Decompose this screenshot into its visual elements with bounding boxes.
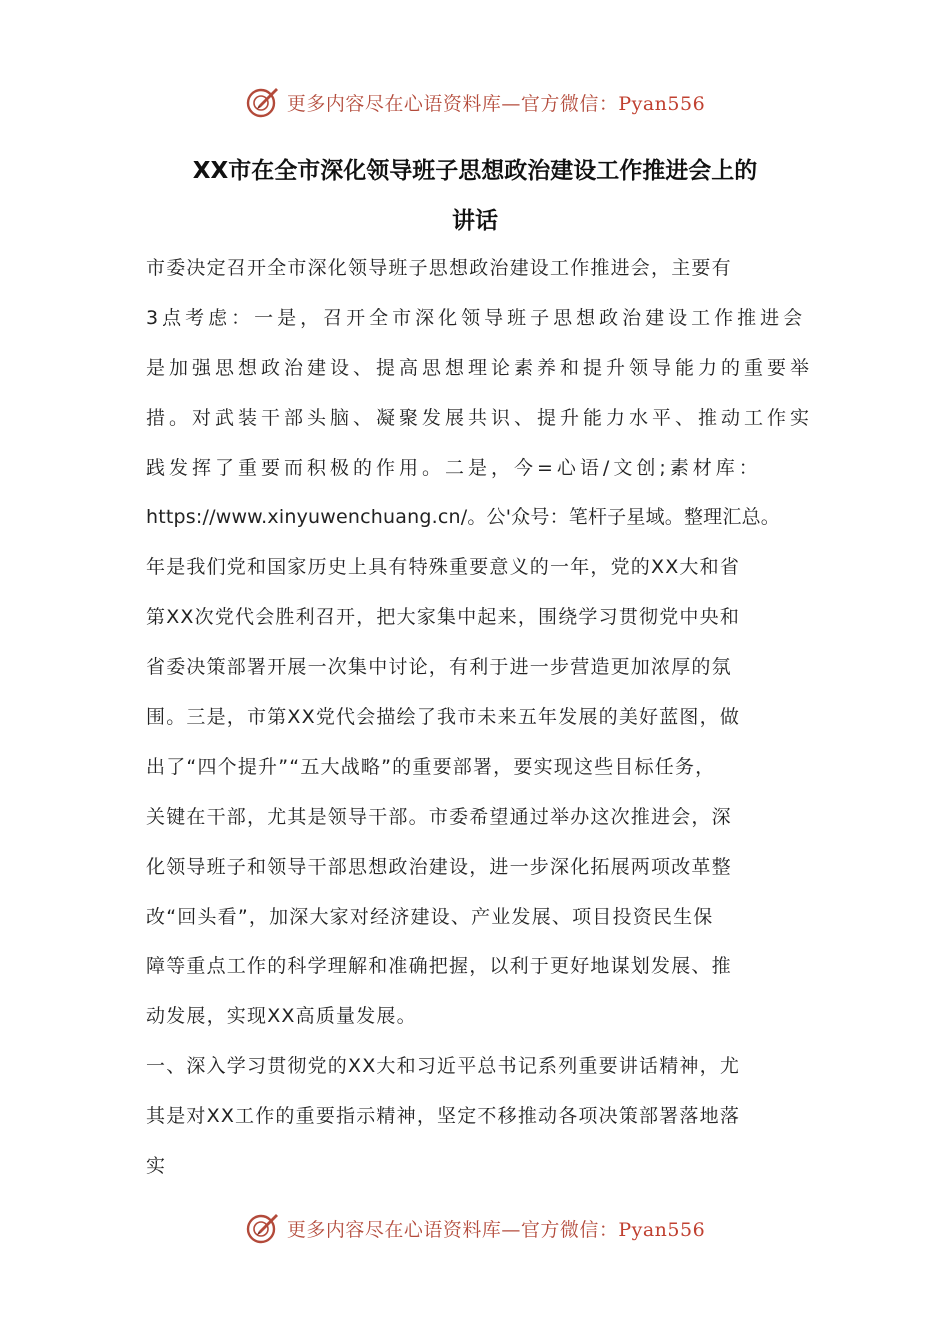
watermark-text: 更多内容尽在心语资料库—官方微信：Pyan556 (286, 92, 706, 115)
pen-logo-icon (245, 84, 281, 120)
body-line: 障等重点工作的科学理解和准确把握，以利于更好地谋划发展、推 (146, 955, 732, 978)
watermark-text: 更多内容尽在心语资料库—官方微信：Pyan556 (286, 1218, 706, 1241)
section-heading-line: 一、深入学习贯彻党的XX大和习近平总书记系列重要讲话精神，尤 (146, 1055, 741, 1078)
pen-logo-icon (245, 1210, 281, 1246)
body-line: 3点考虑：一是，召开全市深化领导班子思想政治建设工作推进会 (146, 306, 807, 329)
body-line: 化领导班子和领导干部思想政治建设，进一步深化拓展两项改革整 (146, 855, 732, 878)
body-line: 是加强思想政治建设、提高思想理论素养和提升领导能力的重要举 (146, 356, 814, 379)
body-line: https://www.xinyuwenchuang.cn/。公'众号：笔杆子星域。整理汇总。 (146, 506, 780, 529)
body-line: 改“回头看”，加深大家对经济建设、产业发展、项目投资民生保 (146, 905, 714, 928)
section-heading-line: 其是对XX工作的重要指示精神，坚定不移推动各项决策部署落地落 (146, 1105, 741, 1128)
watermark-banner-bottom (0, 1206, 950, 1250)
body-line: 省委决策部署开展一次集中讨论，有利于进一步营造更加浓厚的氛 (146, 656, 732, 679)
body-line: 围。三是，市第XX党代会描绘了我市未来五年发展的美好蓝图，做 (146, 706, 741, 729)
watermark-banner-top (0, 80, 950, 124)
section-heading-line: 实 (146, 1155, 167, 1178)
body-line: 关键在干部，尤其是领导干部。市委希望通过举办这次推进会，深 (146, 805, 732, 828)
body-line: 第XX次党代会胜利召开，把大家集中起来，围绕学习贯彻党中央和 (146, 606, 741, 629)
body-line: 践发挥了重要而积极的作用。二是，今=心语/文创;素材库： (146, 456, 762, 479)
body-line: 出了“四个提升”“五大战略”的重要部署，要实现这些目标任务， (146, 755, 716, 778)
body-line: 动发展，实现XX高质量发展。 (146, 1005, 417, 1028)
document-title-line-2: 讲话 (452, 208, 498, 234)
document-title-line-1: XX市在全市深化领导班子思想政治建设工作推进会上的 (192, 158, 758, 184)
body-line: 市委决定召开全市深化领导班子思想政治建设工作推进会，主要有 (146, 257, 732, 279)
document-body (146, 244, 814, 1192)
body-line: 措。对武装干部头脑、凝聚发展共识、提升能力水平、推动工作实 (146, 406, 814, 429)
body-line: 年是我们党和国家历史上具有特殊重要意义的一年，党的XX大和省 (146, 556, 741, 579)
